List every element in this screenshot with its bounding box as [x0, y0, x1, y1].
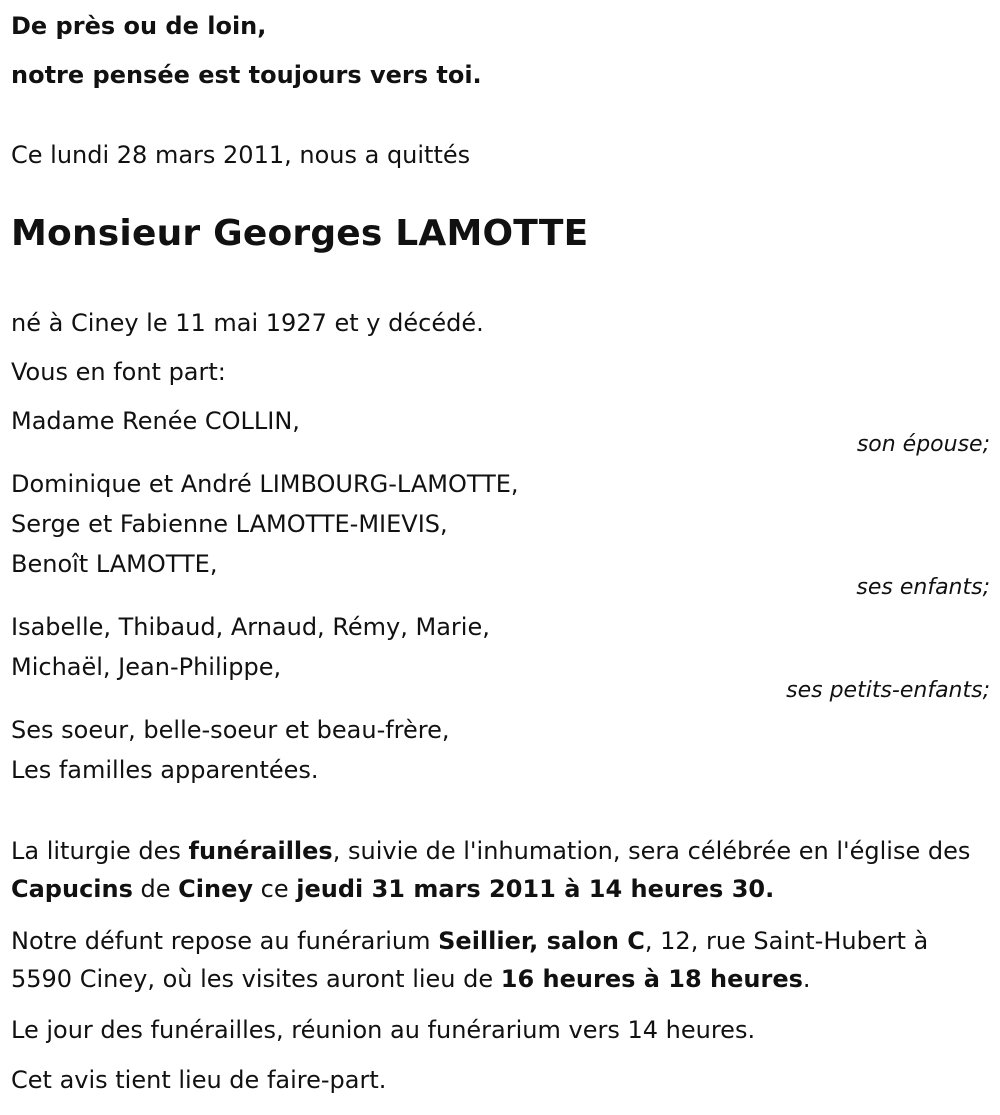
family-grandchildren-relation: ses petits-enfants;: [786, 678, 990, 703]
meeting-info: Le jour des funérailles, réunion au funérarium vers 14 heures.: [11, 1016, 756, 1044]
birth-info: né à Ciney le 11 mai 1927 et y décédé.: [11, 309, 484, 337]
family-relatives: Les familles apparentées.: [11, 756, 319, 784]
funeral-info: [11, 832, 991, 908]
deceased-name: Monsieur Georges LAMOTTE: [11, 213, 589, 254]
rest-text: Notre défunt repose au funérarium: [11, 927, 439, 955]
family-spouse-name: Madame Renée COLLIN,: [11, 407, 300, 435]
family-child-name: Benoît LAMOTTE,: [11, 550, 218, 578]
family-grandchildren-name: Isabelle, Thibaud, Arnaud, Rémy, Marie,: [11, 613, 490, 641]
rest-text: , 12, rue Saint-Hubert à 5590 Ciney, où les visites auront lieu de: [11, 927, 929, 993]
family-spouse-relation: son épouse;: [856, 432, 990, 457]
funeral-text: ce: [253, 875, 297, 903]
visiting-hours: 16 heures à 18 heures: [500, 965, 803, 993]
funeral-date: jeudi 31 mars 2011 à 14 heures 30.: [296, 875, 775, 903]
funeral-church: Capucins: [11, 875, 133, 903]
family-siblings: Ses soeur, belle-soeur et beau-frère,: [11, 716, 450, 744]
family-child-name: Serge et Fabienne LAMOTTE-MIEVIS,: [11, 510, 448, 538]
funeral-text: La liturgie des: [11, 837, 189, 865]
family-grandchildren-name: Michaël, Jean-Philippe,: [11, 653, 282, 681]
funeral-bold: funérailles: [188, 837, 333, 865]
funeral-home-info: [11, 922, 991, 998]
funeral-home-name: Seillier, salon C: [438, 927, 645, 955]
intro-line-1: De près ou de loin,: [11, 12, 267, 40]
funeral-text: de: [132, 875, 179, 903]
intro-line-2: notre pensée est toujours vers toi.: [11, 61, 482, 89]
notice-intro: Vous en font part:: [11, 358, 226, 386]
funeral-text: , suivie de l'inhumation, sera célébrée en l'église des: [332, 837, 971, 865]
family-children-relation: ses enfants;: [856, 575, 990, 600]
announcement: Ce lundi 28 mars 2011, nous a quittés: [11, 141, 471, 169]
family-child-name: Dominique et André LIMBOURG-LAMOTTE,: [11, 470, 519, 498]
closing-note: Cet avis tient lieu de faire-part.: [11, 1066, 387, 1094]
rest-text: .: [802, 965, 811, 993]
funeral-town: Ciney: [178, 875, 254, 903]
